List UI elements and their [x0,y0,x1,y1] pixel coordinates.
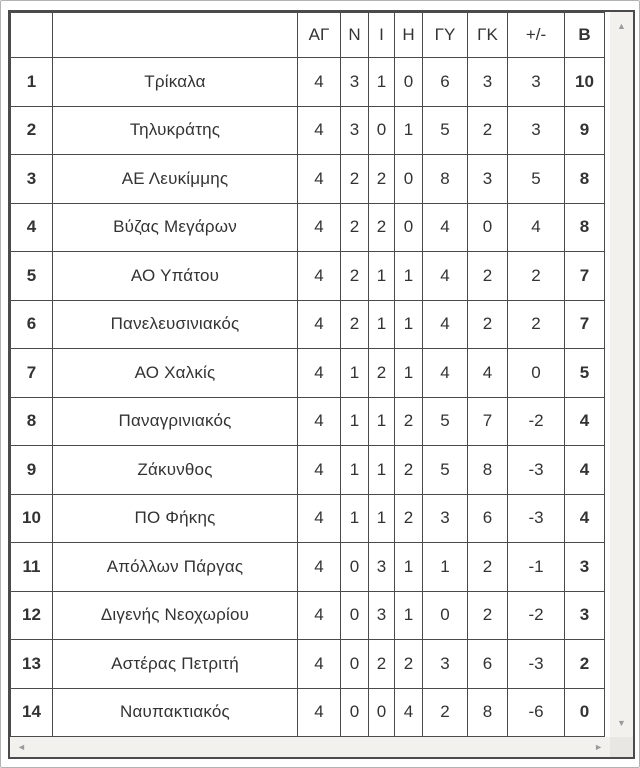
gy-cell: 4 [423,349,468,398]
gy-cell: 5 [423,446,468,495]
b-cell: 7 [565,300,605,349]
pos-cell: 11 [11,543,53,592]
n-cell: 2 [341,300,369,349]
gk-cell: 4 [468,349,508,398]
n-cell: 3 [341,58,369,107]
b-cell: 9 [565,106,605,155]
n-cell: 1 [341,494,369,543]
header-losses: Η [395,13,423,58]
pos-cell: 6 [11,300,53,349]
pos-cell: 5 [11,252,53,301]
i-cell: 0 [369,106,395,155]
diff-cell: 2 [508,252,565,301]
team-name-cell: ΠΟ Φήκης [53,494,298,543]
b-cell: 4 [565,494,605,543]
diff-cell: -3 [508,494,565,543]
gk-cell: 2 [468,543,508,592]
ag-cell: 4 [298,106,341,155]
h-cell: 2 [395,494,423,543]
h-cell: 1 [395,106,423,155]
standings-table-container [8,10,635,759]
ag-cell: 4 [298,252,341,301]
gy-cell: 0 [423,591,468,640]
diff-cell: 5 [508,155,565,204]
i-cell: 1 [369,397,395,446]
i-cell: 2 [369,349,395,398]
team-name-cell: Διγενής Νεοχωρίου [53,591,298,640]
ag-cell: 4 [298,397,341,446]
i-cell: 1 [369,446,395,495]
table-row [11,446,605,495]
team-name-cell: Απόλλων Πάργας [53,543,298,592]
n-cell: 1 [341,397,369,446]
team-name-cell: ΑΟ Χαλκίς [53,349,298,398]
b-cell: 10 [565,58,605,107]
ag-cell: 4 [298,543,341,592]
table-row [11,349,605,398]
b-cell: 4 [565,446,605,495]
pos-cell: 12 [11,591,53,640]
gk-cell: 7 [468,397,508,446]
table-row [11,397,605,446]
scroll-right-icon[interactable]: ► [594,742,603,752]
pos-cell: 8 [11,397,53,446]
gy-cell: 4 [423,300,468,349]
header-team [53,13,298,58]
b-cell: 8 [565,155,605,204]
ag-cell: 4 [298,300,341,349]
header-position [11,13,53,58]
h-cell: 2 [395,397,423,446]
diff-cell: -3 [508,446,565,495]
standings-scroll-area[interactable] [10,12,610,737]
gk-cell: 2 [468,591,508,640]
h-cell: 1 [395,591,423,640]
diff-cell: 3 [508,58,565,107]
team-name-cell: Βύζας Μεγάρων [53,203,298,252]
n-cell: 1 [341,349,369,398]
scroll-down-icon[interactable]: ▼ [617,718,626,728]
h-cell: 0 [395,155,423,204]
table-row [11,300,605,349]
gy-cell: 8 [423,155,468,204]
header-points: Β [565,13,605,58]
gk-cell: 8 [468,446,508,495]
n-cell: 2 [341,155,369,204]
b-cell: 3 [565,591,605,640]
table-row [11,640,605,689]
ag-cell: 4 [298,494,341,543]
gk-cell: 0 [468,203,508,252]
i-cell: 2 [369,155,395,204]
vertical-scrollbar[interactable] [610,12,633,737]
gy-cell: 3 [423,494,468,543]
b-cell: 0 [565,688,605,737]
n-cell: 2 [341,203,369,252]
pos-cell: 10 [11,494,53,543]
b-cell: 3 [565,543,605,592]
table-row [11,494,605,543]
gy-cell: 5 [423,397,468,446]
h-cell: 1 [395,543,423,592]
header-wins: Ν [341,13,369,58]
i-cell: 2 [369,640,395,689]
gk-cell: 2 [468,106,508,155]
standings-table [10,12,605,737]
i-cell: 2 [369,203,395,252]
team-name-cell: ΑΟ Υπάτου [53,252,298,301]
n-cell: 3 [341,106,369,155]
diff-cell: -3 [508,640,565,689]
ag-cell: 4 [298,58,341,107]
pos-cell: 2 [11,106,53,155]
gy-cell: 6 [423,58,468,107]
standings-body [11,58,605,737]
diff-cell: -2 [508,591,565,640]
b-cell: 5 [565,349,605,398]
b-cell: 2 [565,640,605,689]
gy-cell: 4 [423,252,468,301]
n-cell: 0 [341,591,369,640]
diff-cell: 0 [508,349,565,398]
n-cell: 0 [341,543,369,592]
gy-cell: 1 [423,543,468,592]
team-name-cell: Τρίκαλα [53,58,298,107]
i-cell: 1 [369,494,395,543]
pos-cell: 1 [11,58,53,107]
pos-cell: 13 [11,640,53,689]
pos-cell: 4 [11,203,53,252]
ag-cell: 4 [298,349,341,398]
table-row [11,543,605,592]
gy-cell: 4 [423,203,468,252]
gy-cell: 2 [423,688,468,737]
i-cell: 1 [369,58,395,107]
pos-cell: 7 [11,349,53,398]
h-cell: 2 [395,640,423,689]
gk-cell: 3 [468,155,508,204]
gk-cell: 3 [468,58,508,107]
gk-cell: 6 [468,640,508,689]
h-cell: 1 [395,349,423,398]
header-row [11,13,605,58]
ag-cell: 4 [298,155,341,204]
horizontal-scrollbar[interactable] [10,737,610,757]
h-cell: 0 [395,203,423,252]
header-goal-difference: +/- [508,13,565,58]
header-games: ΑΓ [298,13,341,58]
n-cell: 1 [341,446,369,495]
diff-cell: 4 [508,203,565,252]
b-cell: 8 [565,203,605,252]
team-name-cell: Τηλυκράτης [53,106,298,155]
gk-cell: 2 [468,252,508,301]
gk-cell: 6 [468,494,508,543]
ag-cell: 4 [298,640,341,689]
diff-cell: -6 [508,688,565,737]
pos-cell: 14 [11,688,53,737]
gk-cell: 2 [468,300,508,349]
i-cell: 3 [369,591,395,640]
gy-cell: 3 [423,640,468,689]
h-cell: 4 [395,688,423,737]
table-row [11,591,605,640]
i-cell: 0 [369,688,395,737]
ag-cell: 4 [298,688,341,737]
team-name-cell: Ζάκυνθος [53,446,298,495]
h-cell: 0 [395,58,423,107]
h-cell: 1 [395,252,423,301]
scroll-up-icon[interactable]: ▲ [617,21,626,31]
ag-cell: 4 [298,203,341,252]
team-name-cell: Αστέρας Πετριτή [53,640,298,689]
b-cell: 4 [565,397,605,446]
table-row [11,106,605,155]
n-cell: 0 [341,640,369,689]
scroll-left-icon[interactable]: ◄ [17,742,26,752]
gy-cell: 5 [423,106,468,155]
diff-cell: 3 [508,106,565,155]
table-row [11,688,605,737]
team-name-cell: Ναυπακτιακός [53,688,298,737]
diff-cell: -2 [508,397,565,446]
team-name-cell: ΑΕ Λευκίμμης [53,155,298,204]
scrollbar-corner [610,737,633,757]
b-cell: 7 [565,252,605,301]
table-row [11,58,605,107]
n-cell: 0 [341,688,369,737]
header-draws: Ι [369,13,395,58]
standings-header [11,13,605,58]
pos-cell: 3 [11,155,53,204]
diff-cell: -1 [508,543,565,592]
gk-cell: 8 [468,688,508,737]
i-cell: 3 [369,543,395,592]
team-name-cell: Παναγρινιακός [53,397,298,446]
table-row [11,203,605,252]
pos-cell: 9 [11,446,53,495]
h-cell: 1 [395,300,423,349]
n-cell: 2 [341,252,369,301]
team-name-cell: Πανελευσινιακός [53,300,298,349]
table-row [11,252,605,301]
table-row [11,155,605,204]
header-goals-against: ΓΚ [468,13,508,58]
header-goals-for: ΓΥ [423,13,468,58]
i-cell: 1 [369,252,395,301]
h-cell: 2 [395,446,423,495]
ag-cell: 4 [298,591,341,640]
i-cell: 1 [369,300,395,349]
diff-cell: 2 [508,300,565,349]
ag-cell: 4 [298,446,341,495]
